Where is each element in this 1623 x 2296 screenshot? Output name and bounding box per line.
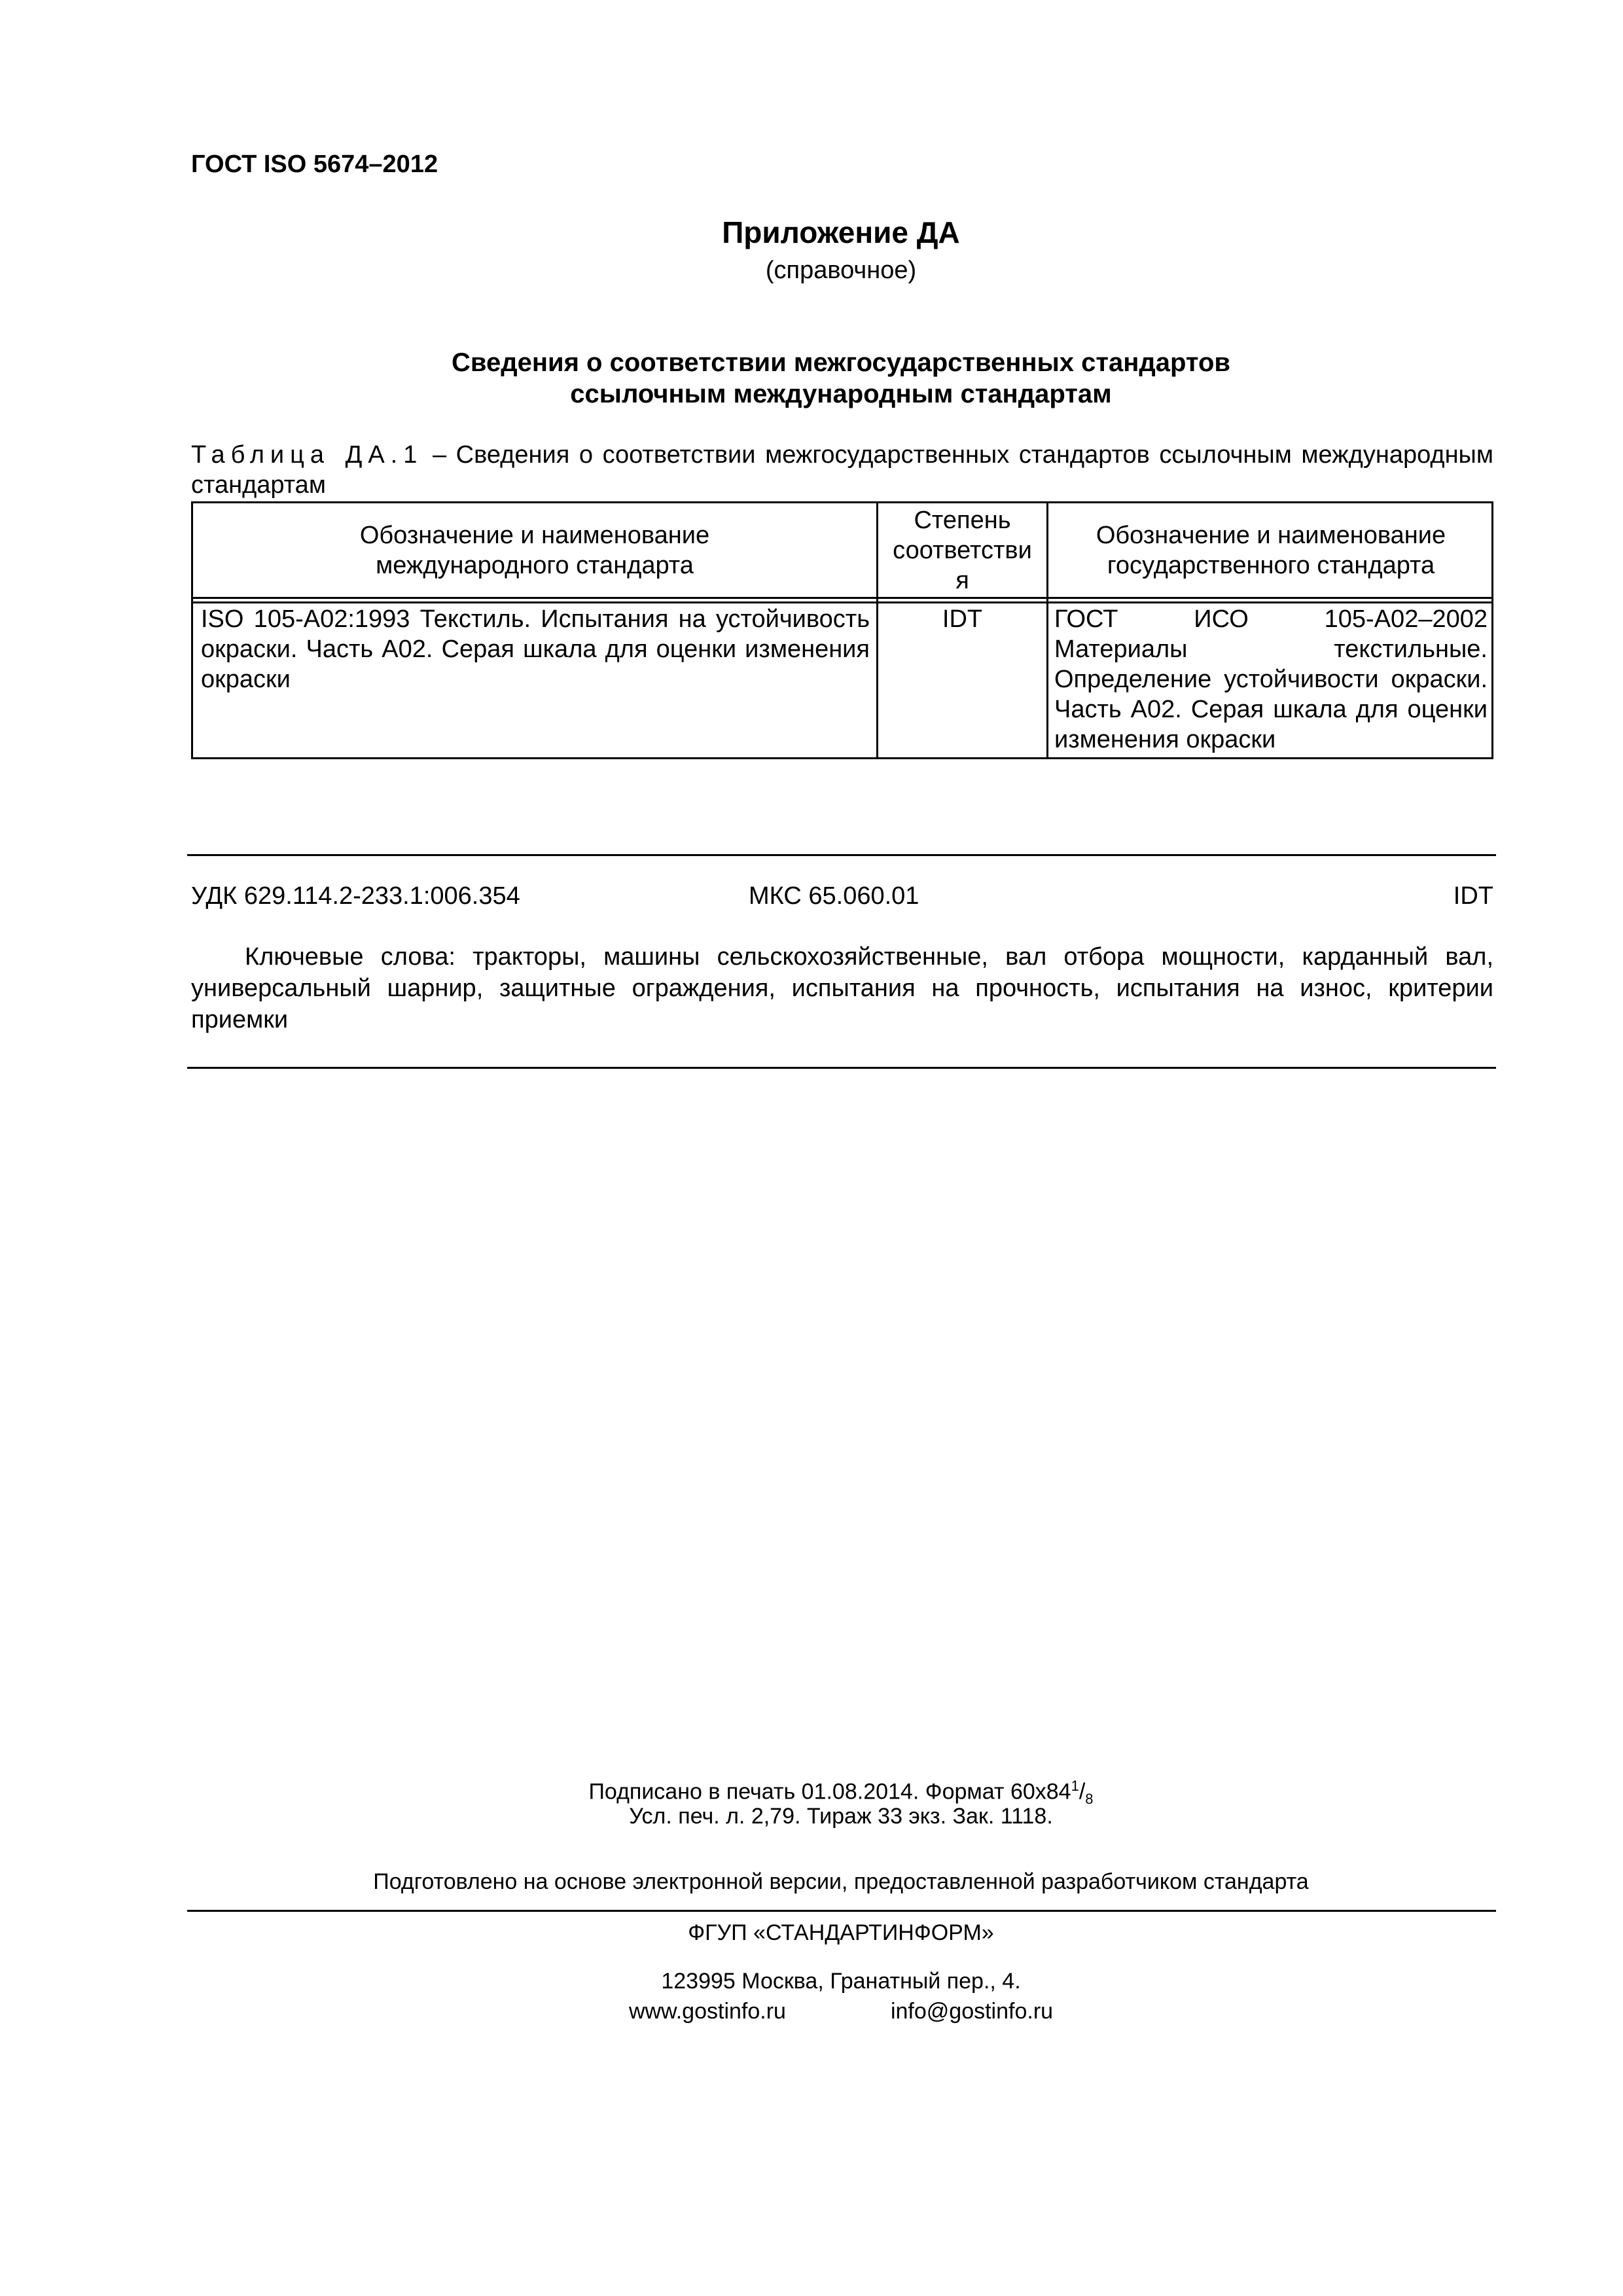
table-cell-degree: IDT: [942, 605, 983, 633]
header-line: я: [955, 567, 969, 594]
appendix-title: Приложение ДА: [722, 215, 960, 249]
publisher-address: 123995 Москва, Гранатный пер., 4.: [661, 1969, 1021, 1994]
divider-rule: [187, 1067, 1496, 1069]
table-header-degree: [878, 505, 1046, 596]
format-numerator: 1: [1071, 1778, 1079, 1794]
imprint-prepared: Подготовлено на основе электронной версии, предоставленной разработчиком стандарта: [373, 1869, 1309, 1894]
table-cell-national: ГОСТ ИСО 105-А02–2002 Материалы текстильные. Определение устойчивости окраски. Часть А02. Серая шкала для оценки изменения окраски: [1054, 605, 1488, 753]
imprint-signed: Подписано в печать 01.08.2014. Формат $60x84^1/_8$: [588, 1778, 1094, 1808]
table-caption-label: Таблица ДА.1: [191, 441, 423, 469]
imprint-signed-text: Подписано в печать 01.08.2014. Формат 60x84: [588, 1779, 1071, 1804]
divider-rule: [187, 1910, 1496, 1912]
publisher-contacts: [0, 1996, 1623, 2026]
keywords-text: Ключевые слова: тракторы, машины сельскохозяйственные, вал отбора мощности, карданный вал, универсальный шарнир, защитные ограждения, испытания на прочность, испытания на износ, критерии приемки: [191, 943, 1493, 1033]
keywords: [191, 941, 1493, 1035]
publisher-name: ФГУП «СТАНДАРТИНФОРМ»: [688, 1920, 994, 1945]
imprint-print-info: Усл. печ. л. 2,79. Тираж 33 экз. Зак. 1118.: [629, 1804, 1053, 1829]
header-line: государственного стандарта: [1107, 552, 1435, 579]
udk-code: УДК 629.114.2-233.1:006.354: [191, 882, 520, 910]
standards-table: [191, 501, 1493, 759]
table-header-national: [1048, 520, 1493, 581]
table-header-international: [193, 520, 876, 581]
degree-code: IDT: [1453, 882, 1493, 910]
mks-code: МКС 65.060.01: [749, 882, 919, 910]
table-header-divider: [193, 601, 1491, 603]
section-title-line-1: Сведения о соответствии межгосударственных стандартов: [452, 348, 1230, 377]
header-line: Степень: [914, 507, 1011, 534]
header-line: Обозначение и наименование: [359, 522, 710, 549]
format-denominator: 8: [1085, 1791, 1094, 1808]
header-line: международного стандарта: [376, 552, 694, 579]
document-header-id: ГОСТ ISO 5674–2012: [191, 151, 438, 178]
appendix-kind: (справочное): [765, 257, 917, 284]
section-title: [0, 347, 1623, 410]
divider-rule: [187, 854, 1496, 856]
publisher-email[interactable]: info@gostinfo.ru: [890, 1999, 1054, 2024]
table-caption: [191, 440, 1493, 500]
publisher-website[interactable]: www.gostinfo.ru: [628, 1999, 786, 2024]
table-caption-text: – Сведения о соответствии межгосударственных стандартов ссылочным международным стандартам: [191, 441, 1493, 499]
table-header-divider: [193, 597, 1491, 599]
section-title-line-2: ссылочным международным стандартам: [570, 380, 1112, 408]
header-line: Обозначение и наименование: [1096, 522, 1446, 549]
header-line: соответстви: [893, 537, 1032, 564]
table-cell-international: ISO 105-A02:1993 Текстиль. Испытания на устойчивость окраски. Часть A02. Серая шкала для оценки изменения окраски: [201, 605, 870, 693]
